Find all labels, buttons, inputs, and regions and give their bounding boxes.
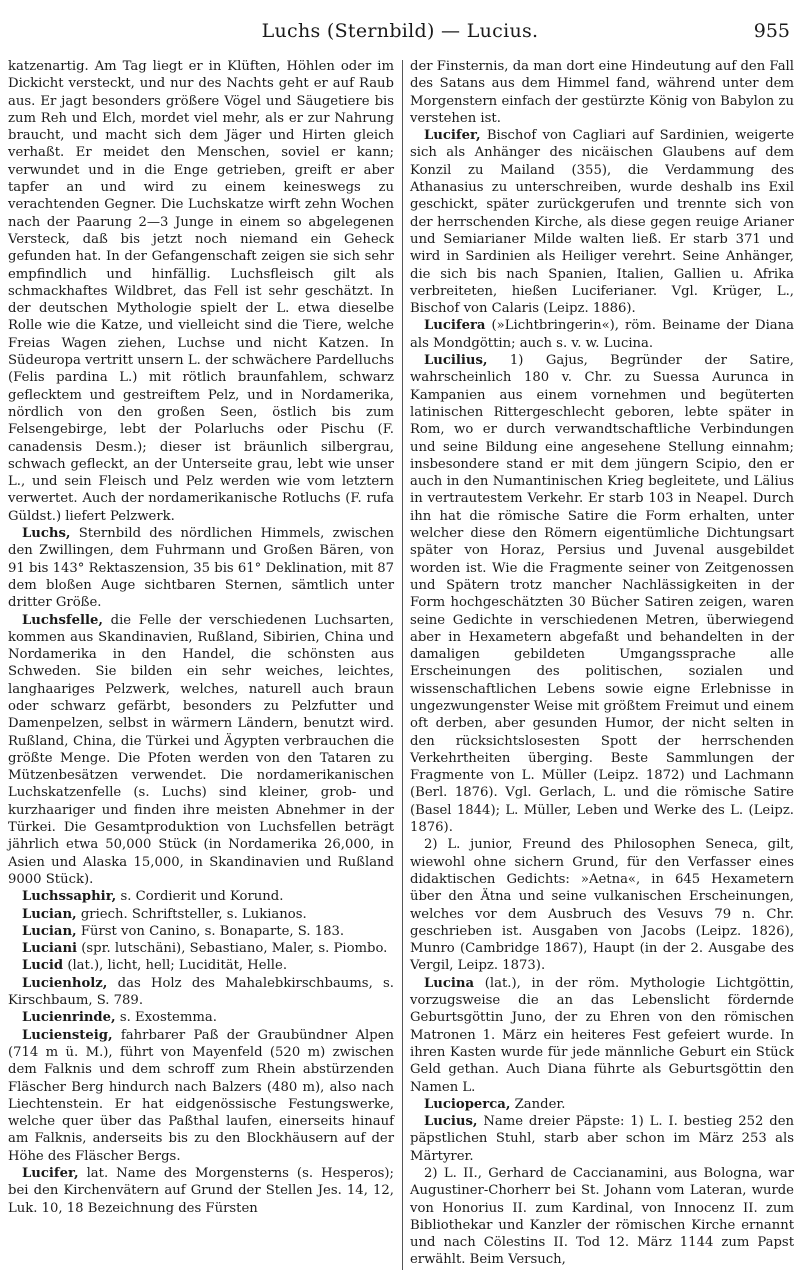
entry-headword: Luchs,	[22, 526, 71, 542]
left-column	[8, 58, 394, 1217]
page-number: 955	[753, 20, 790, 42]
entry-headword: Lucioperca,	[424, 1096, 511, 1112]
entry	[8, 888, 394, 905]
entry	[8, 975, 394, 1010]
entry-headword: Luciani	[22, 941, 78, 957]
entry-text: lat. Name des Morgensterns (s. Hesperos); bei den Kirchenvätern auf Grund der Stellen Jes. 14, 12, Luk. 10, 18 Bezeichnung des Fürsten	[8, 1166, 394, 1216]
entry-text: Fürst von Canino, s. Bonaparte, S. 183.	[76, 923, 345, 939]
entry	[8, 612, 394, 889]
entry-text: fahrbarer Paß der Graubündner Alpen (714 m ü. M.), führt von Mayenfeld (520 m) zwischen dem Falknis und dem schroff zum Rhein abstürzenden Fläscher Berg hindurch nach Balzers (480 m), also nach Liechtenstein. Er hat eidgenössische Festungswerke, welche quer über das Paßthal laufen, einerseits hinauf am Falknis, anderseits bis zu den Blockhäusern auf der Höhe des Fläscher Bergs.	[8, 1027, 394, 1164]
entry-headword: Luciensteig,	[22, 1027, 113, 1043]
running-title: Luchs (Sternbild) — Lucius.	[261, 20, 539, 42]
entry-text: (spr. lutschäni), Sebastiano, Maler, s. Piombo.	[77, 941, 388, 957]
right-column	[410, 58, 794, 1269]
entry-text: der Finsternis, da man dort eine Hindeutung auf den Fall des Satans aus dem Himmel fand, während unter dem Morgenstern einfach der gestürzte König von Babylon zu verstehen ist.	[410, 59, 794, 126]
entry-text: griech. Schriftsteller, s. Lukianos.	[76, 906, 307, 922]
column-divider	[402, 60, 403, 1270]
entry	[410, 317, 794, 352]
entry-text: Name dreier Päpste: 1) L. I. bestieg 252 den päpstlichen Stuhl, starb aber schon im März 253 als Märtyrer.	[410, 1114, 794, 1164]
entry-text: s. Exostemma.	[115, 1010, 217, 1026]
entry	[8, 940, 394, 957]
entry-text: das Holz des Mahalebkirschbaums, s. Kirschbaum, S. 789.	[8, 975, 394, 1009]
entry-text: (lat.), licht, hell; Lucidität, Helle.	[63, 958, 288, 974]
entry	[410, 1113, 794, 1165]
entry-text: 2) L. II., Gerhard de Caccianamini, aus Bologna, war Augustiner-Chorherr bei St. Johann vom Lateran, wurde von Honorius II. zum Kardinal, von Innocenz II. zum Bibliothekar und Kanzler der römischen Kirche ernannt und nach Cölestins II. Tod 12. März 1144 zum Papst erwählt. Beim Versuch,	[410, 1166, 794, 1268]
entry-headword: Lucifer,	[424, 128, 481, 144]
entry-headword: Lucius,	[424, 1114, 478, 1130]
entry	[8, 923, 394, 940]
entry-headword: Lucienrinde,	[22, 1010, 116, 1026]
entry-headword: Lucian,	[22, 906, 77, 922]
entry-text: Zander.	[510, 1096, 566, 1112]
entry	[410, 58, 794, 127]
entry-text: 1) Gajus, Begründer der Satire, wahrscheinlich 180 v. Chr. zu Suessa Aurunca in Kampanien aus einem vornehmen und begüterten latinischen Rittergeschlecht geboren, lebte später in Rom, wo er durch verwandtschaftliche Verbindungen und seine Bildung eine angesehene Stellung einnahm; insbesondere stand er mit dem jüngern Scipio, den er auch in den Numantinischen Krieg begleitete, und Lälius in vertrautestem Verkehr. Er starb 103 in Neapel. Durch ihn hat die römische Satire die Form erhalten, unter welcher diese den Römern eigentümliche Dichtungsart später von Horaz, Persius und Juvenal ausgebildet worden ist. Wie die Fragmente seiner von Zeitgenossen und Spätern trotz mancher Nachlässigkeiten in der Form hochgeschätzten 30 Bücher Satiren zeigen, waren seine Gedichte in verschiedenen Metren, überwiegend aber in Hexametern abgefaßt und behandelten in der damaligen gebildeten Umgangssprache alle Erscheinungen des politischen, sozialen und wissenschaftlichen Lebens sowie eigne Erlebnisse in ungezwungenster Weise mit größtem Freimut und einem oft derben, aber gesunden Humor, der nicht selten in den rücksichtslosesten Spott der herrschenden Verkehrtheiten überging. Beste Sammlungen der Fragmente von L. Müller (Leipz. 1872) und Lachmann (Berl. 1876). Vgl. Gerlach, L. und die römische Satire (Basel 1844); L. Müller, Leben und Werke des L. (Leipz. 1876).	[410, 353, 794, 836]
entry-text: Bischof von Cagliari auf Sardinien, weigerte sich als Anhänger des nicäischen Glaubens auf dem Konzil zu Mailand (355), die Verdammung des Athanasius zu unterschreiben, wurde deshalb ins Exil geschickt, später zurückgerufen und trennte sich von der herrschenden Kirche, als diese gegen reuige Arianer und Semiarianer Milde walten ließ. Er starb 371 und wird in Sardinien als Heiliger verehrt. Seine Anhänger, die sich bis nach Spanien, Italien, Gallien u. Afrika verbreiteten, hießen Luciferianer. Vgl. Krüger, L., Bischof von Calaris (Leipz. 1886).	[410, 128, 794, 317]
entry-headword: Luchssaphir,	[22, 889, 117, 905]
entry	[8, 1009, 394, 1026]
entry	[410, 975, 794, 1096]
entry-text: Sternbild des nördlichen Himmels, zwischen den Zwillingen, dem Fuhrmann und Großen Bären, von 91 bis 143° Rektaszension, 35 bis 61° Deklination, mit 87 dem bloßen Auge sichtbaren Sternen, sämtlich unter dritter Größe.	[8, 526, 394, 611]
entry-headword: Lucienholz,	[22, 975, 108, 991]
entry	[410, 1096, 794, 1113]
entry	[8, 1027, 394, 1165]
entry-text: s. Cordierit und Korund.	[116, 889, 284, 905]
entry-text: die Felle der verschiedenen Luchsarten, kommen aus Skandinavien, Rußland, Sibirien, China und Nordamerika in den Handel, die schönsten aus Schweden. Sie bilden ein sehr weiches, leichtes, langhaariges Pelzwerk, welches, naturell auch braun oder schwarz gefärbt, besonders zu Pelzfutter und Damenpelzen, selbst in wärmern Ländern, benutzt wird. Rußland, China, die Türkei und Ägypten verbrauchen die größte Menge. Die Pfoten werden von den Tataren zu Mützenbesätzen verwendet. Die nordamerikanischen Luchskatzenfelle (s. Luchs) sind kleiner, grob- und kurzhaariger und finden ihre meisten Abnehmer in der Türkei. Die Gesamtproduktion von Luchsfellen beträgt jährlich etwa 50,000 Stück (in Nordamerika 26,000, in Asien und Alaska 15,000, in Skandinavien und Rußland 9000 Stück).	[8, 612, 394, 887]
entry-headword: Lucifera	[424, 318, 486, 334]
entry	[410, 836, 794, 974]
entry-headword: Lucian,	[22, 923, 77, 939]
entry-headword: Lucilius,	[424, 353, 488, 369]
entry	[410, 127, 794, 317]
entry	[8, 58, 394, 525]
page-header	[0, 0, 800, 48]
entry-headword: Luchsfelle,	[22, 612, 103, 628]
entry-headword: Lucina	[424, 975, 475, 991]
entry	[8, 957, 394, 974]
entry	[8, 525, 394, 611]
entry-text: katzenartig. Am Tag liegt er in Klüften, Höhlen oder im Dickicht versteckt, und nur des Nachts geht er auf Raub aus. Er jagt besonders größere Vögel und Säugetiere bis zum Reh und Elch, mordet viel mehr, als er zur Nahrung braucht, und macht sich dem Jäger und Hirten gleich verhaßt. Er meidet den Menschen, soviel er kann; verwundet und in die Enge getrieben, greift er aber tapfer an und wird zu einem keineswegs zu verachtenden Gegner. Die Luchskatze wirft zehn Wochen nach der Paarung 2—3 Junge in einem so abgelegenen Versteck, daß bis jetzt noch niemand ein Geheck gefunden hat. In der Gefangenschaft zeigen sie sich sehr empfindlich und hinfällig. Luchsfleisch gilt als schmackhaftes Wildbret, das Fell ist sehr geschätzt. In der deutschen Mythologie spielt der L. etwa dieselbe Rolle wie die Katze, und vielleicht sind die Tiere, welche Freias Wagen ziehen, Luchse und nicht Katzen. In Südeuropa vertritt unsern L. der schwächere Pardelluchs (Felis pardina L.) mit rötlich braunfahlem, schwarz geflecktem und gestreiftem Pelz, und in Nordamerika, nördlich von den großen Seen, östlich bis zum Felsengebirge, lebt der Polarluchs oder Pischu (F. canadensis Desm.); dieser ist bräunlich silbergrau, schwach gefleckt, an der Unterseite grau, lebt wie unser L., und sein Fleisch und Pelz werden wie vom letztern verwertet. Auch der nordamerikanische Rotluchs (F. rufa Güldst.) liefert Pelzwerk.	[8, 59, 394, 524]
entry	[8, 906, 394, 923]
entry	[410, 1165, 794, 1269]
entry-text: (»Lichtbringerin«), röm. Beiname der Diana als Mondgöttin; auch s. v. w. Lucina.	[410, 318, 794, 351]
entry	[410, 352, 794, 836]
entry-text: 2) L. junior, Freund des Philosophen Seneca, gilt, wiewohl ohne sichern Grund, für den Verfasser eines didaktischen Gedichts: »Aetna«, in 645 Hexametern über den Ätna und seine vulkanischen Erscheinungen, welches vor dem Ausbruch des Vesuvs 79 n. Chr. geschrieben ist. Ausgaben von Jacobs (Leipz. 1826), Munro (Cambridge 1867), Haupt (in der 2. Ausgabe des Vergil, Leipz. 1873).	[410, 837, 794, 974]
entry-text: (lat.), in der röm. Mythologie Lichtgöttin, vorzugsweise die an das Lebenslicht fördernde Geburtsgöttin Juno, der zu Ehren von den römischen Matronen 1. März ein heiteres Fest gefeiert wurde. In ihren Kasten wurde für jede männliche Geburt ein Stück Geld gethan. Auch Diana führte als Geburtsgöttin den Namen L.	[410, 975, 794, 1095]
entry	[8, 1165, 394, 1217]
entry-headword: Lucid	[22, 958, 64, 974]
entry-headword: Lucifer,	[22, 1166, 79, 1181]
